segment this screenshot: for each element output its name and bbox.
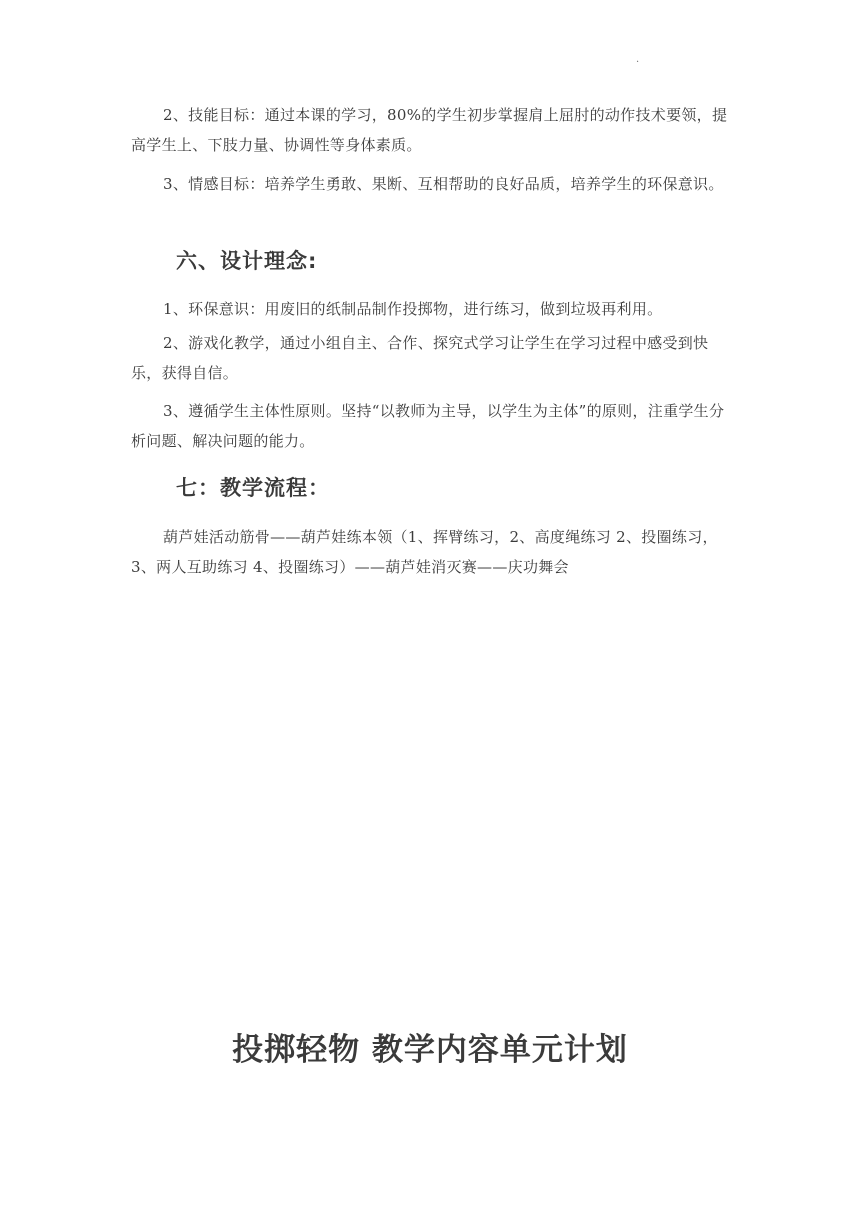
teaching-process-paragraph: 葫芦娃活动筋骨——葫芦娃练本领（1、挥臂练习，2、高度绳练习 2、投圈练习，3、两人互助练习 4、投圈练习）——葫芦娃消灭赛——庆功舞会	[131, 528, 718, 576]
design-concept-item-1: 1、环保意识：用废旧的纸制品制作投掷物，进行练习，做到垃圾再利用。	[163, 300, 663, 318]
design-concept-item-3: 3、遵循学生主体性原则。坚持“以教师为主导，以学生为主体”的原则，注重学生分析问题、解决问题的能力。	[131, 402, 725, 450]
skill-goal-paragraph: 2、技能目标：通过本课的学习，80%的学生初步掌握肩上屈肘的动作技术要领，提高学生上、下肢力量、协调性等身体素质。	[131, 106, 728, 154]
page-marker-dot: ·	[636, 57, 640, 68]
design-concept-item-2: 2、游戏化教学，通过小组自主、合作、探究式学习让学生在学习过程中感受到快乐，获得自信。	[131, 334, 709, 382]
teaching-process-heading: 七：教学流程：	[176, 476, 330, 500]
emotion-goal-paragraph: 3、情感目标：培养学生勇敢、果断、互相帮助的良好品质，培养学生的环保意识。	[163, 175, 724, 193]
unit-plan-title: 投掷轻物 教学内容单元计划	[232, 1032, 628, 1068]
design-concept-heading: 六、设计理念:	[176, 249, 318, 273]
